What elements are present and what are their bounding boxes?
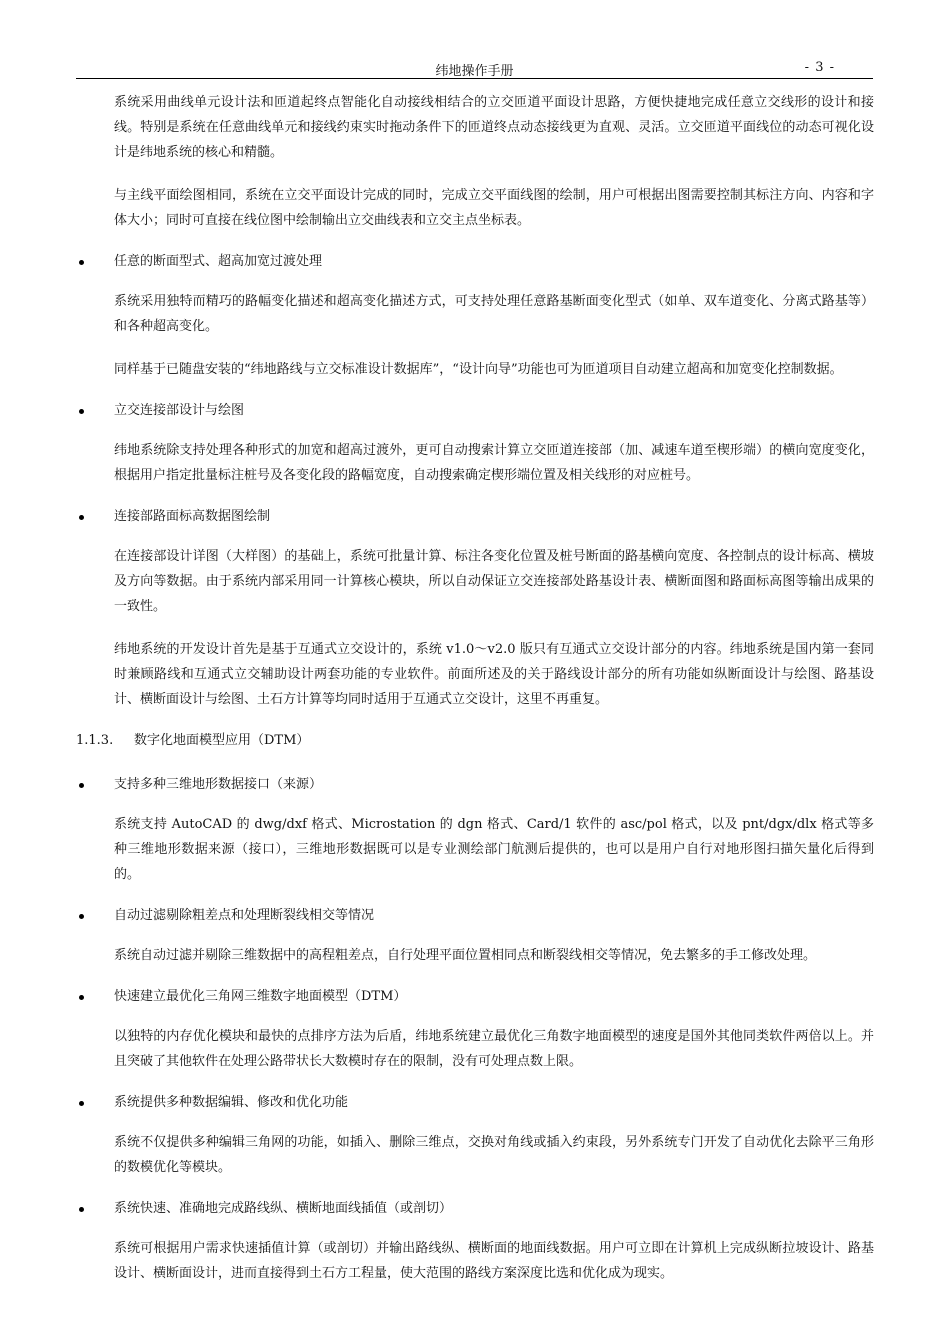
- bullet-item: [76, 905, 876, 927]
- bullet-dot-icon: [79, 914, 84, 919]
- paragraph: 系统支持 AutoCAD 的 dwg/dxf 格式、Microstation 的 dgn 格式、Card/1 软件的 asc/pol 格式，以及 pnt/dgx/dlx 格式等多种三维地形数据来源（接口），三维地形数据既可以是专业测绘部门航测后提供的，也可以是用户自行对地形图扫描矢量化后得到的。: [114, 817, 874, 882]
- bullet-dot-icon: [79, 409, 84, 414]
- section-heading: [76, 730, 876, 752]
- bullet-text: 支持多种三维地形数据接口（来源）: [114, 777, 323, 792]
- page-header: [76, 60, 873, 79]
- bullet-item: [76, 986, 876, 1008]
- page-content: [76, 90, 876, 1304]
- document-title: 纬地操作手册: [435, 64, 514, 79]
- bullet-item: [76, 1092, 876, 1114]
- bullet-text: 连接部路面标高数据图绘制: [114, 509, 271, 524]
- bullet-item: [76, 1198, 876, 1220]
- paragraph: 系统采用曲线单元设计法和匝道起终点智能化自动接线相结合的立交匝道平面设计思路，方便快捷地完成任意立交线形的设计和接线。特别是系统在任意曲线单元和接线约束实时拖动条件下的匝道终点动态接线更为直观、灵活。立交匝道平面线位的动态可视化设计是纬地系统的核心和精髓。: [114, 95, 874, 160]
- paragraph: 纬地系统的开发设计首先是基于互通式立交设计的，系统 v1.0～v2.0 版只有互通式立交设计部分的内容。纬地系统是国内第一套同时兼顾路线和互通式立交辅助设计两套功能的专业软件。前面所述及的关于路线设计部分的所有功能如纵断面设计与绘图、路基设计、横断面设计与绘图、土石方计算等均同时适用于互通式立交设计，这里不再重复。: [114, 642, 874, 707]
- bullet-item: [76, 506, 876, 528]
- bullet-item: [76, 400, 876, 422]
- paragraph: 以独特的内存优化模块和最快的点排序方法为后盾，纬地系统建立最优化三角数字地面模型的速度是国外其他同类软件两倍以上。并且突破了其他软件在处理公路带状长大数模时存在的限制，没有可处理点数上限。: [114, 1029, 874, 1069]
- paragraph: 纬地系统除支持处理各种形式的加宽和超高过渡外，更可自动搜索计算立交匝道连接部（加、减速车道至楔形端）的横向宽度变化，根据用户指定批量标注桩号及各变化段的路幅宽度，自动搜索确定楔形端位置及相关线形的对应桩号。: [114, 443, 874, 483]
- section-title: 数字化地面模型应用（DTM）: [134, 733, 310, 748]
- bullet-dot-icon: [79, 515, 84, 520]
- bullet-item: [76, 251, 876, 273]
- bullet-item: [76, 774, 876, 796]
- bullet-dot-icon: [79, 1101, 84, 1106]
- bullet-text: 任意的断面型式、超高加宽过渡处理: [114, 254, 323, 269]
- bullet-text: 系统提供多种数据编辑、修改和优化功能: [114, 1095, 349, 1110]
- bullet-dot-icon: [79, 783, 84, 788]
- bullet-text: 立交连接部设计与绘图: [114, 403, 245, 418]
- page-number: - 3 -: [804, 60, 835, 75]
- section-number: 1.1.3.: [76, 733, 114, 748]
- bullet-text: 自动过滤剔除粗差点和处理断裂线相交等情况: [114, 908, 375, 923]
- paragraph: 在连接部设计详图（大样图）的基础上，系统可批量计算、标注各变化位置及桩号断面的路基横向宽度、各控制点的设计标高、横坡及方向等数据。由于系统内部采用同一计算核心模块，所以自动保证立交连接部处路基设计表、横断面图和路面标高图等输出成果的一致性。: [114, 549, 874, 614]
- paragraph: 系统不仅提供多种编辑三角网的功能，如插入、删除三维点，交换对角线或插入约束段，另外系统专门开发了自动优化去除平三角形的数模优化等模块。: [114, 1135, 874, 1175]
- paragraph: 与主线平面绘图相同，系统在立交平面设计完成的同时，完成立交平面线图的绘制，用户可根据出图需要控制其标注方向、内容和字体大小；同时可直接在线位图中绘制输出立交曲线表和立交主点坐标表。: [114, 188, 874, 228]
- bullet-dot-icon: [79, 995, 84, 1000]
- bullet-text: 系统快速、准确地完成路线纵、横断地面线插值（或剖切）: [114, 1201, 453, 1216]
- bullet-dot-icon: [79, 1207, 84, 1212]
- paragraph: 系统自动过滤并剔除三维数据中的高程粗差点，自行处理平面位置相同点和断裂线相交等情况，免去繁多的手工修改处理。: [114, 948, 817, 963]
- paragraph: 同样基于已随盘安装的“纬地路线与立交标准设计数据库”，“设计向导”功能也可为匝道项目自动建立超高和加宽变化控制数据。: [114, 362, 843, 377]
- paragraph: 系统可根据用户需求快速插值计算（或剖切）并输出路线纵、横断面的地面线数据。用户可立即在计算机上完成纵断拉坡设计、路基设计、横断面设计，进而直接得到土石方工程量，使大范围的路线方案深度比选和优化成为现实。: [114, 1241, 874, 1281]
- bullet-text: 快速建立最优化三角网三维数字地面模型（DTM）: [114, 989, 407, 1004]
- paragraph: 系统采用独特而精巧的路幅变化描述和超高变化描述方式，可支持处理任意路基断面变化型式（如单、双车道变化、分离式路基等）和各种超高变化。: [114, 294, 874, 334]
- bullet-dot-icon: [79, 260, 84, 265]
